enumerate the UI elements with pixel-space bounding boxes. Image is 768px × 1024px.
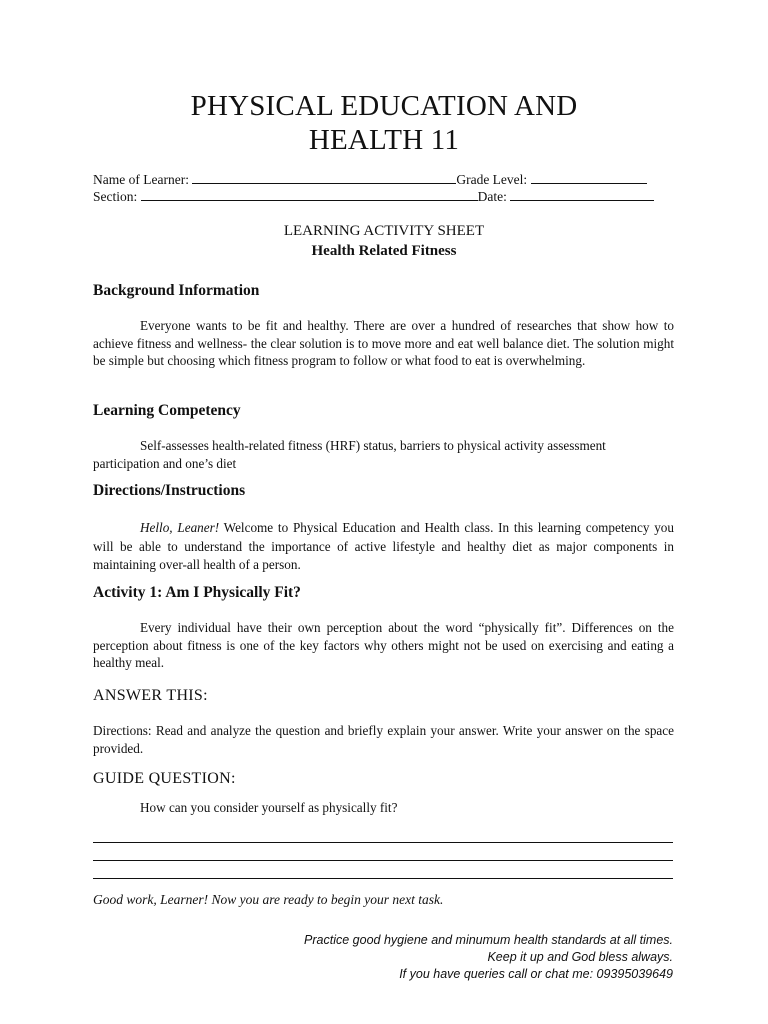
answer-line[interactable] xyxy=(93,878,673,879)
document-title-line1: PHYSICAL EDUCATION AND xyxy=(190,90,578,122)
section-blank[interactable] xyxy=(141,188,478,201)
sheet-title: LEARNING ACTIVITY SHEET xyxy=(283,223,485,239)
competency-text: Self-assesses health-related fitness (HRF) status, barriers to physical activity assessment participation and one’s diet xyxy=(93,438,606,471)
guide-question-text: How can you consider yourself as physically fit? xyxy=(140,800,398,815)
directions-text: Welcome to Physical Education and Health class. In this learning competency you will be able to understand the importance of active lifestyle and healthy diet as major components in maintaining over-all health of a person. xyxy=(93,520,674,572)
sheet-subtitle: Health Related Fitness xyxy=(311,243,457,259)
date-blank[interactable] xyxy=(510,188,654,201)
answer-line[interactable] xyxy=(93,860,673,861)
learner-info-row xyxy=(93,171,673,188)
activity1-heading: Activity 1: Am I Physically Fit? xyxy=(93,584,301,601)
document-title-line2: HEALTH 11 xyxy=(308,124,460,156)
section-label: Section: xyxy=(93,189,138,204)
competency-heading: Learning Competency xyxy=(93,402,241,419)
answer-this-text: Directions: Read and analyze the question and briefly explain your answer. Write your answer on the space provided. xyxy=(93,723,674,756)
activity1-text: Every individual have their own perception about the word “physically fit”. Differences on the perception about fitness is one of the key factors why others might not be used on exercising and eating a healthy meal. xyxy=(93,620,674,670)
directions-paragraph xyxy=(93,519,674,575)
answer-this-heading: ANSWER THIS: xyxy=(93,687,208,704)
footer-line1: Practice good hygiene and minumum health standards at all times. xyxy=(304,933,673,947)
grade-blank[interactable] xyxy=(531,171,647,184)
background-text: Everyone wants to be fit and healthy. There are over a hundred of researches that show how to achieve fitness and wellness- the clear solution is to move more and eat well balance diet. The solution might be simple but choosing which fitness program to follow or what food to eat is overwhelming. xyxy=(93,318,674,368)
closing-message: Good work, Learner! Now you are ready to begin your next task. xyxy=(93,892,444,907)
name-label: Name of Learner: xyxy=(93,172,189,187)
directions-heading: Directions/Instructions xyxy=(93,482,246,499)
date-label: Date: xyxy=(477,189,507,204)
footer-line2: Keep it up and God bless always. xyxy=(487,950,673,964)
guide-question-heading: GUIDE QUESTION: xyxy=(93,770,236,787)
answer-line[interactable] xyxy=(93,842,673,843)
footer-line3: If you have queries call or chat me: 09395039649 xyxy=(399,967,673,981)
name-blank[interactable] xyxy=(192,171,456,184)
section-date-row xyxy=(93,188,673,205)
background-heading: Background Information xyxy=(93,282,260,299)
directions-greeting: Hello, Leaner! xyxy=(140,520,220,535)
grade-label: Grade Level: xyxy=(456,172,528,187)
